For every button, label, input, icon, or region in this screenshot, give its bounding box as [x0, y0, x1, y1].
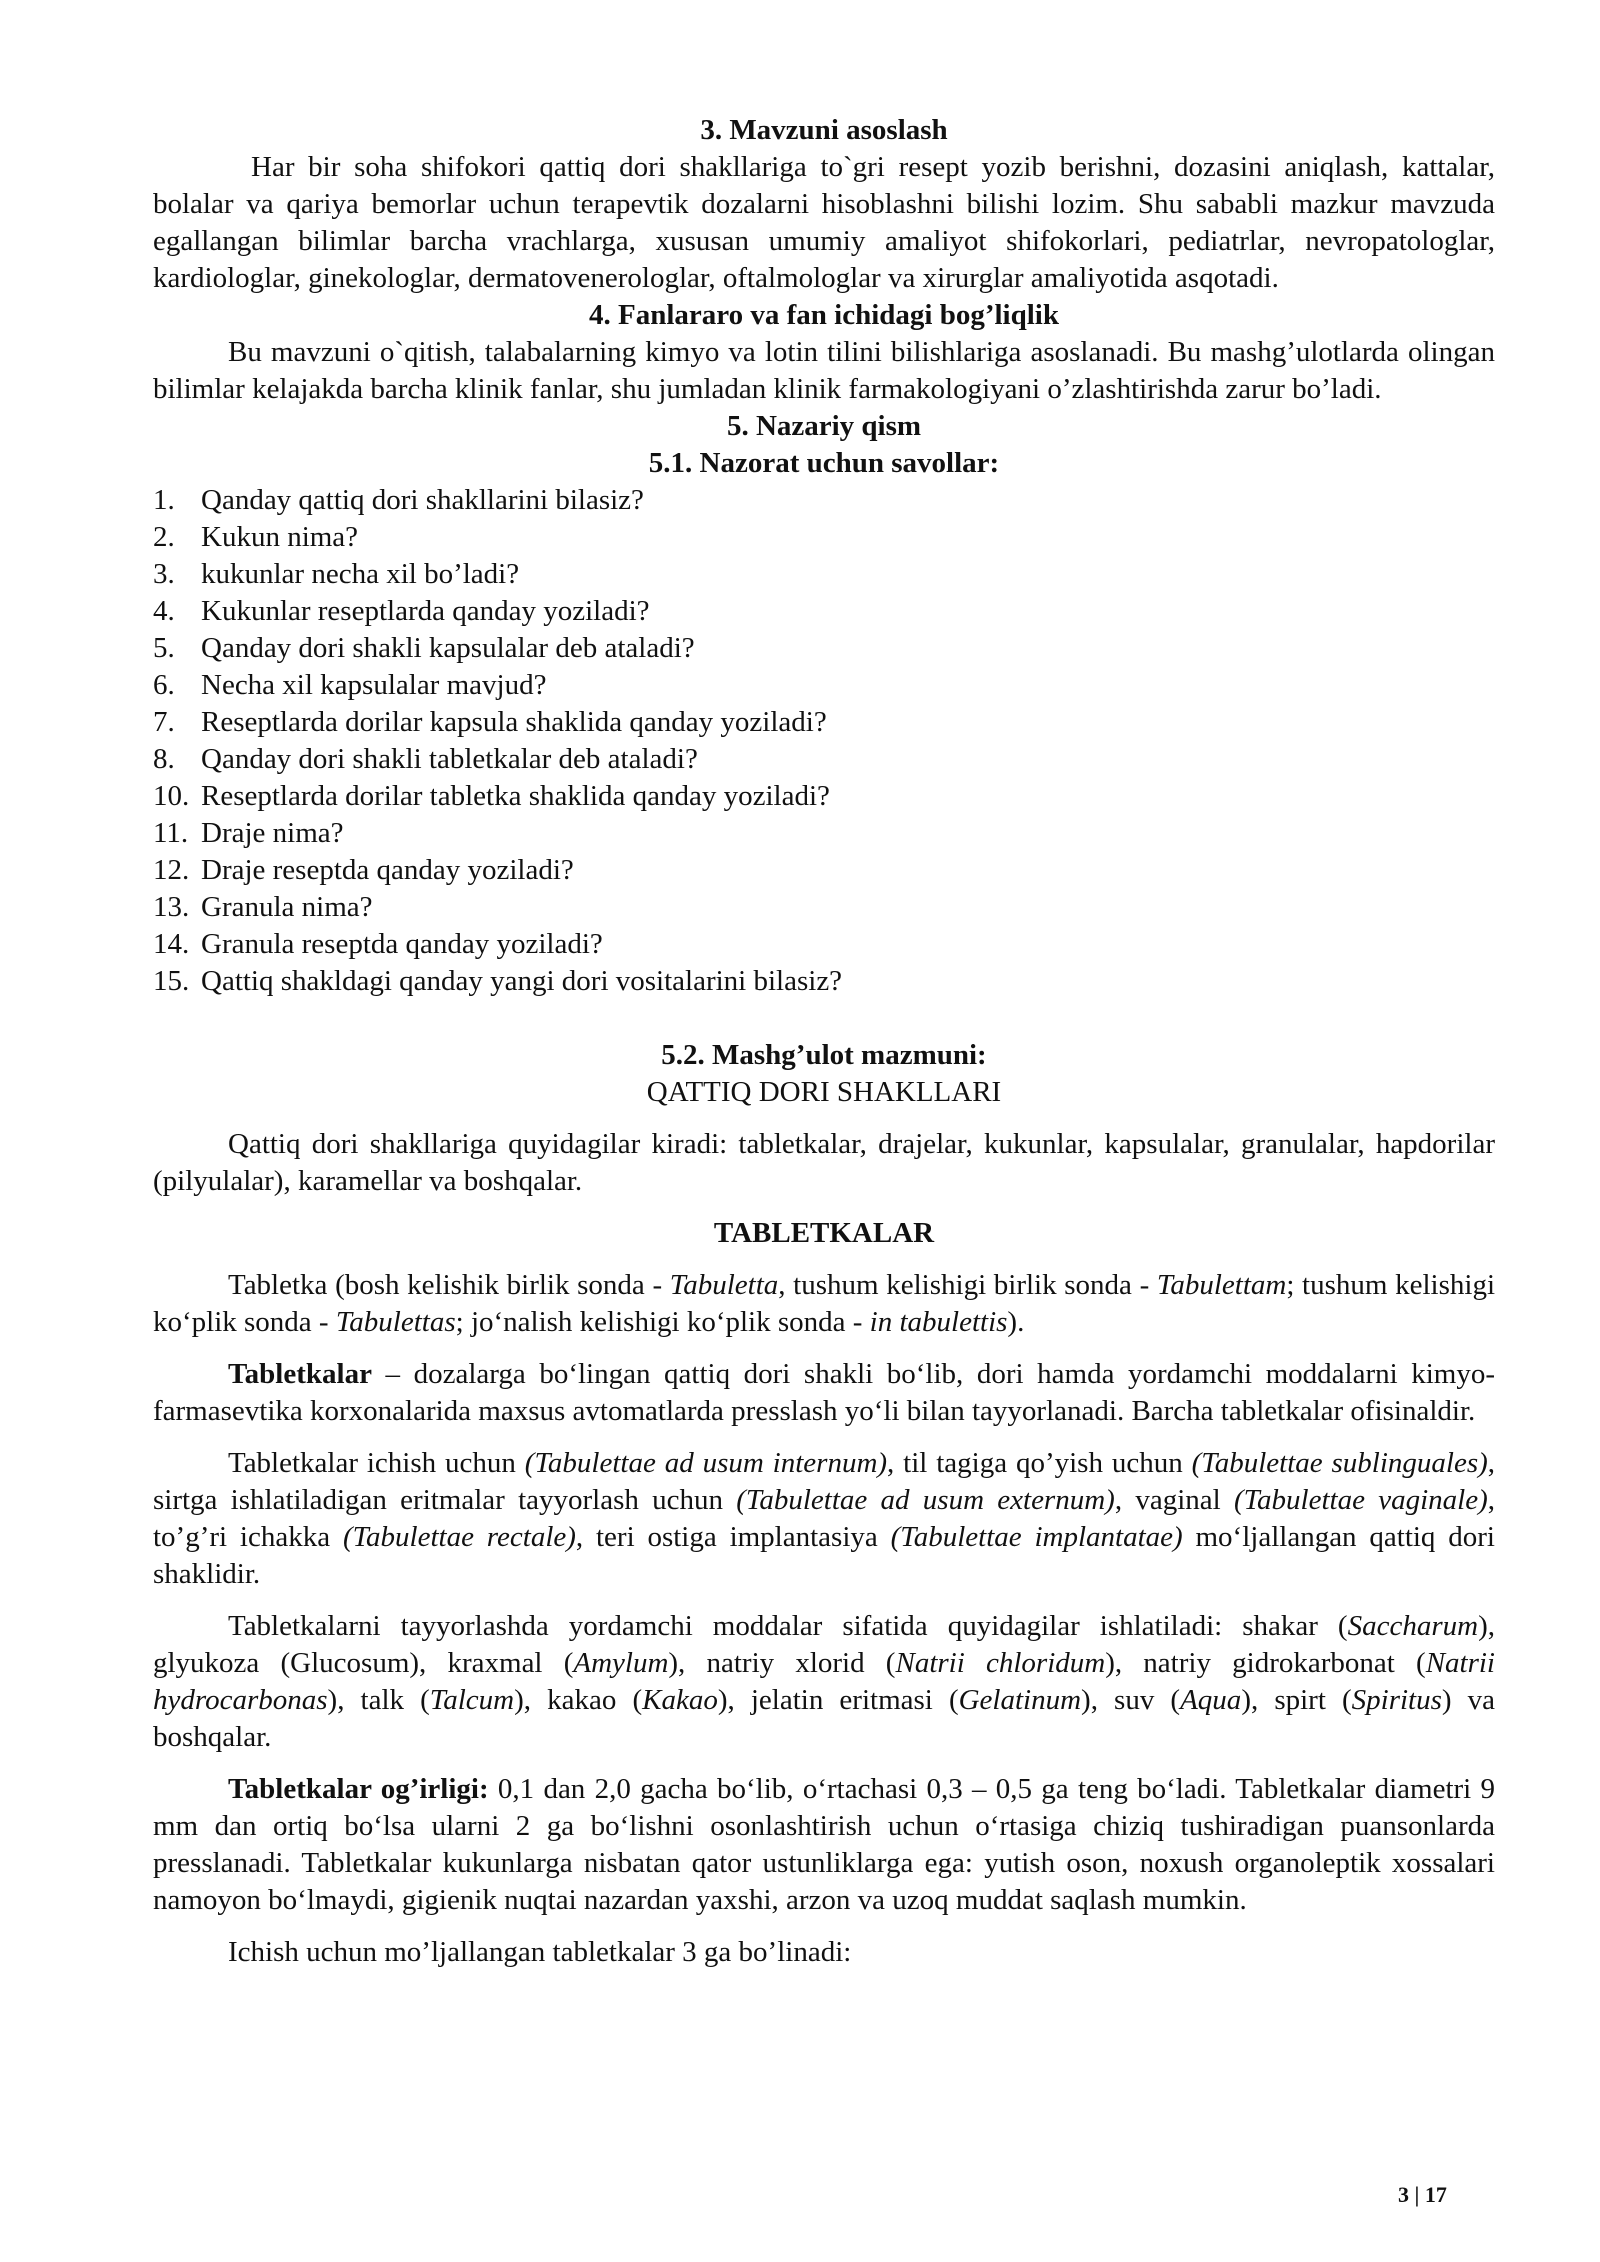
list-item: 14. Granula reseptda qanday yoziladi? [153, 928, 603, 960]
list-item: 4. Kukunlar reseptlarda qanday yoziladi? [153, 595, 650, 627]
tabletkalar-definition-paragraph: Tabletkalar – dozalarga bo‘lingan qattiq dori shakli bo‘lib, dori hamda yordamchi moddalarni kimyo-farmasevtika korxonalarida maxsus avtomatlarda presslash yo‘li bilan tayyorlanadi. Barcha tabletkalar ofisinaldir. [153, 1358, 1495, 1427]
section-5-title: 5. Nazariy qism [726, 410, 922, 442]
page-number: 3 | 17 [1398, 2182, 1447, 2207]
list-item: 13. Granula nima? [153, 891, 373, 923]
section-3-body: Har bir soha shifokori qattiq dori shakllariga to`gri resept yozib berishni, dozasini aniqlash, kattalar, bolalar va qariya bemorlar uchun terapevtik dozalarni hisoblashni bilishi lozim. Shu sababli mazkur mavzuda egallangan bilimlar barcha vrachlarga, xususan umumiy amaliyot shifokorlari, pediatrlar, nevropatologlar, kardiologlar, ginekologlar, dermatovenerologlar, oftalmologlar va xirurglar amaliyotida asqotadi. [153, 151, 1495, 294]
tabletka-forms-paragraph: Tabletka (bosh kelishik birlik sonda - Tabuletta, tushum kelishigi birlik sonda - Tabulettam; tushum kelishigi ko‘plik sonda - Tabulettas; jo‘nalish kelishigi ko‘plik sonda - in tabulettis). [153, 1269, 1495, 1338]
list-item: 6. Necha xil kapsulalar mavjud? [153, 669, 547, 701]
intro-paragraph: Qattiq dori shakllariga quyidagilar kiradi: tabletkalar, drajelar, kukunlar, kapsulalar, granulalar, hapdorilar (pilyulalar), karamellar va boshqalar. [153, 1128, 1495, 1197]
oral-tablets-paragraph: Ichish uchun mo’ljallangan tabletkalar 3 ga bo’linadi: [228, 1936, 852, 1968]
section-4-body: Bu mavzuni o`qitish, talabalarning kimyo va lotin tilini bilishlariga asoslanadi. Bu mashg’ulotlarda olingan bilimlar kelajakda barcha klinik fanlar, shu jumladan klinik farmakologiyani o’zlashtirishda zarur bo’ladi. [153, 336, 1495, 405]
list-item: 10. Reseptlarda dorilar tabletka shaklida qanday yoziladi? [153, 780, 830, 812]
list-item: 8. Qanday dori shakli tabletkalar deb ataladi? [153, 743, 698, 775]
list-item: 11. Draje nima? [153, 817, 344, 849]
section-5-1-title: 5.1. Nazorat uchun savollar: [648, 447, 1000, 479]
list-item: 1. Qanday qattiq dori shakllarini bilasiz? [153, 484, 644, 516]
section-5-2-title: 5.2. Mashg’ulot mazmuni: [661, 1039, 987, 1071]
document-page [153, 112, 1495, 1971]
list-item: 2. Kukun nima? [153, 521, 359, 553]
questions-list [153, 482, 1495, 1000]
weight-paragraph: Tabletkalar og’irligi: 0,1 dan 2,0 gacha bo‘lib, o‘rtachasi 0,3 – 0,5 ga teng bo‘ladi. Tabletkalar diametri 9 mm dan ortiq bo‘lsa ularni 2 ga bo‘lishni osonlashtirish uchun o‘rtasiga chiziq tushiradigan puansonlarda presslanadi. Tabletkalar kukunlarga nisbatan qator ustunliklarga ega: yutish oson, noxush organoleptik xossalari namoyon bo‘lmaydi, gigienik nuqtai nazardan yaxshi, arzon va uzoq muddat saqlash mumkin. [153, 1773, 1495, 1916]
section-4-title: 4. Fanlararo va fan ichidagi bog’liqlik [589, 299, 1059, 331]
list-item: 7. Reseptlarda dorilar kapsula shaklida qanday yoziladi? [153, 706, 827, 738]
excipients-paragraph: Tabletkalarni tayyorlashda yordamchi moddalar sifatida quyidagilar ishlatiladi: shakar (Saccharum), glyukoza (Glucosum), kraxmal (Amylum), natriy xlorid (Natrii chloridum), natriy gidrokarbonat (Natrii hydrocarbonas), talk (Talcum), kakao (Kakao), jelatin eritmasi (Gelatinum), suv (Aqua), spirt (Spiritus) va boshqalar. [153, 1610, 1496, 1753]
spacer [153, 1000, 1495, 1037]
list-item: 3. kukunlar necha xil bo’ladi? [153, 558, 520, 590]
list-item: 15. Qattiq shakldagi qanday yangi dori vositalarini bilasiz? [153, 965, 843, 997]
tabletkalar-types-paragraph: Tabletkalar ichish uchun (Tabulettae ad usum internum), til tagiga qo’yish uchun (Tabulettae sublinguales), sirtga ishlatiladigan eritmalar tayyorlash uchun (Tabulettae ad usum externum), vaginal (Tabulettae vaginale), to’g’ri ichakka (Tabulettae rectale), teri ostiga implantasiya (Tabulettae implantatae) mo‘ljallangan qattiq dori shaklidir. [153, 1447, 1496, 1590]
tabletkalar-heading: TABLETKALAR [713, 1217, 935, 1249]
topic-title: QATTIQ DORI SHAKLLARI [646, 1076, 1002, 1108]
list-item: 5. Qanday dori shakli kapsulalar deb ataladi? [153, 632, 695, 664]
list-item: 12. Draje reseptda qanday yoziladi? [153, 854, 574, 886]
section-3-title: 3. Mavzuni asoslash [700, 114, 948, 146]
